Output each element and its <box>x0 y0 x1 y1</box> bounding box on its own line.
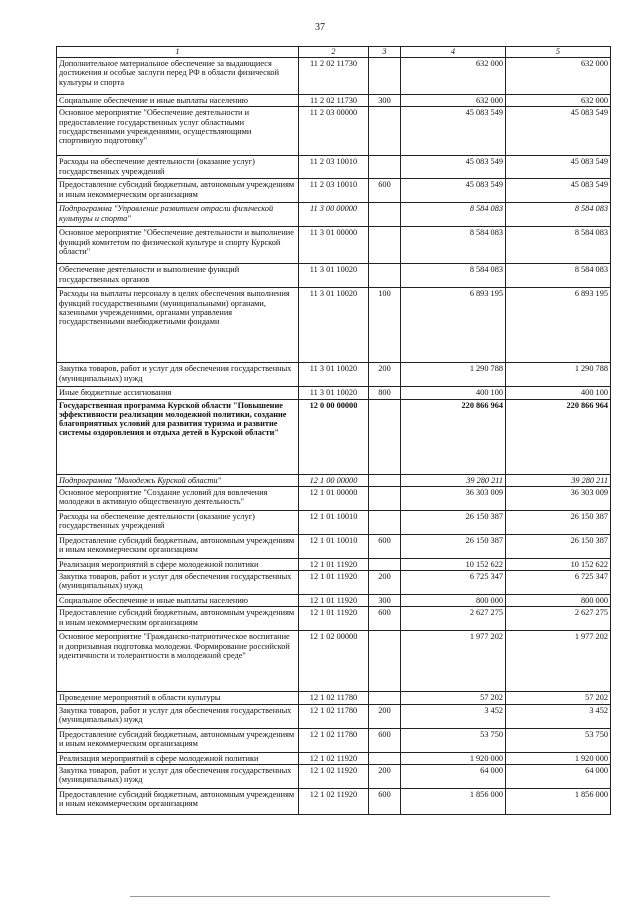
table-row <box>57 474 611 486</box>
table-row <box>57 387 611 399</box>
table-row <box>57 179 611 203</box>
row-amount-1: 2 627 275 <box>401 607 506 631</box>
row-amount-2: 39 280 211 <box>506 474 611 486</box>
row-expense-type <box>369 474 401 486</box>
table-row <box>57 264 611 288</box>
row-name: Основное мероприятие "Создание условий для вовлечения молодежи в активную общественную деятельность" <box>57 486 299 510</box>
row-name: Проведение мероприятий в области культуры <box>57 692 299 704</box>
row-amount-1: 53 750 <box>401 728 506 752</box>
table-row <box>57 558 611 570</box>
row-code: 12 1 01 11920 <box>299 558 369 570</box>
row-code: 12 1 02 11780 <box>299 728 369 752</box>
row-name: Дополнительное материальное обеспечение за выдающиеся достижения и особые заслуги перед РФ в области физической культуры и спорта <box>57 58 299 95</box>
row-expense-type <box>369 692 401 704</box>
row-amount-1: 632 000 <box>401 95 506 107</box>
row-expense-type <box>369 510 401 534</box>
row-amount-2: 8 584 083 <box>506 264 611 288</box>
row-amount-2: 800 000 <box>506 595 611 607</box>
row-code: 11 2 03 10010 <box>299 156 369 179</box>
table-row <box>57 595 611 607</box>
table-row <box>57 288 611 363</box>
row-amount-2: 8 584 083 <box>506 203 611 227</box>
header-col-5: 5 <box>506 47 611 58</box>
row-name: Реализация мероприятий в сфере молодежной политики <box>57 558 299 570</box>
row-code: 11 3 01 10020 <box>299 363 369 387</box>
row-amount-2: 632 000 <box>506 95 611 107</box>
row-amount-2: 64 000 <box>506 764 611 788</box>
row-expense-type: 600 <box>369 728 401 752</box>
table-row <box>57 363 611 387</box>
row-amount-2: 6 893 195 <box>506 288 611 363</box>
row-name: Закупка товаров, работ и услуг для обеспечения государственных (муниципальных) нужд <box>57 764 299 788</box>
row-amount-2: 26 150 387 <box>506 510 611 534</box>
row-expense-type <box>369 399 401 474</box>
table-row <box>57 607 611 631</box>
row-amount-1: 8 584 083 <box>401 264 506 288</box>
row-code: 12 1 02 11780 <box>299 704 369 728</box>
row-amount-1: 26 150 387 <box>401 510 506 534</box>
row-amount-1: 10 152 622 <box>401 558 506 570</box>
row-name: Подпрограмма "Молодежь Курской области" <box>57 474 299 486</box>
row-amount-1: 800 000 <box>401 595 506 607</box>
row-code: 12 1 02 00000 <box>299 631 369 692</box>
row-name: Предоставление субсидий бюджетным, автономным учреждениям и иным некоммерческим организациям <box>57 607 299 631</box>
table-row <box>57 692 611 704</box>
row-amount-2: 632 000 <box>506 58 611 95</box>
page-bottom-rule <box>130 896 550 897</box>
row-expense-type <box>369 631 401 692</box>
row-code: 11 3 01 10020 <box>299 387 369 399</box>
row-expense-type: 300 <box>369 95 401 107</box>
table-row <box>57 107 611 156</box>
row-name: Закупка товаров, работ и услуг для обеспечения государственных (муниципальных) нужд <box>57 571 299 595</box>
row-code: 11 3 01 10020 <box>299 288 369 363</box>
row-expense-type <box>369 752 401 764</box>
row-code: 12 1 01 10010 <box>299 510 369 534</box>
row-amount-2: 1 920 000 <box>506 752 611 764</box>
row-expense-type: 200 <box>369 363 401 387</box>
row-name: Реализация мероприятий в сфере молодежной политики <box>57 752 299 764</box>
row-code: 12 1 02 11920 <box>299 788 369 814</box>
row-amount-1: 36 303 009 <box>401 486 506 510</box>
table-row <box>57 203 611 227</box>
table-row <box>57 534 611 558</box>
row-name: Обеспечение деятельности и выполнение функций государственных органов <box>57 264 299 288</box>
row-amount-2: 6 725 347 <box>506 571 611 595</box>
row-amount-1: 39 280 211 <box>401 474 506 486</box>
row-amount-2: 8 584 083 <box>506 227 611 264</box>
row-expense-type <box>369 58 401 95</box>
row-expense-type: 200 <box>369 571 401 595</box>
row-name: Основное мероприятие "Обеспечение деятельности и выполнение функций комитетом по физической культуре и спорту Курской области" <box>57 227 299 264</box>
row-amount-1: 1 856 000 <box>401 788 506 814</box>
row-code: 11 2 02 11730 <box>299 95 369 107</box>
table-row <box>57 764 611 788</box>
table-row <box>57 156 611 179</box>
row-amount-2: 57 202 <box>506 692 611 704</box>
table-row <box>57 399 611 474</box>
table-row <box>57 728 611 752</box>
row-name: Закупка товаров, работ и услуг для обеспечения государственных (муниципальных) нужд <box>57 704 299 728</box>
table-row <box>57 704 611 728</box>
row-code: 12 1 01 00000 <box>299 486 369 510</box>
row-code: 11 3 00 00000 <box>299 203 369 227</box>
row-name: Социальное обеспечение и иные выплаты населению <box>57 595 299 607</box>
row-expense-type <box>369 156 401 179</box>
row-expense-type: 600 <box>369 788 401 814</box>
row-amount-2: 26 150 387 <box>506 534 611 558</box>
row-name: Основное мероприятие "Гражданско-патриотическое воспитание и допризывная подготовка молодежи. Формирование российской идентичности и толерантности в молодежной среде" <box>57 631 299 692</box>
row-code: 11 3 01 10020 <box>299 264 369 288</box>
row-amount-1: 6 893 195 <box>401 288 506 363</box>
page-number: 37 <box>315 22 325 33</box>
table-row <box>57 58 611 95</box>
row-code: 12 1 01 11920 <box>299 607 369 631</box>
row-expense-type <box>369 486 401 510</box>
row-amount-2: 1 290 788 <box>506 363 611 387</box>
row-amount-1: 45 083 549 <box>401 107 506 156</box>
row-amount-1: 6 725 347 <box>401 571 506 595</box>
row-name: Предоставление субсидий бюджетным, автономным учреждениям и иным некоммерческим организациям <box>57 788 299 814</box>
row-expense-type <box>369 203 401 227</box>
row-amount-1: 632 000 <box>401 58 506 95</box>
header-col-3: 3 <box>369 47 401 58</box>
header-row <box>57 47 611 58</box>
row-amount-2: 45 083 549 <box>506 179 611 203</box>
row-amount-2: 53 750 <box>506 728 611 752</box>
row-name: Основное мероприятие "Обеспечение деятельности и предоставление государственных услуг областными государственными учреждениями, осуществляющими спортивную подготовку" <box>57 107 299 156</box>
row-name: Иные бюджетные ассигнования <box>57 387 299 399</box>
row-amount-1: 64 000 <box>401 764 506 788</box>
row-amount-1: 26 150 387 <box>401 534 506 558</box>
row-expense-type <box>369 227 401 264</box>
row-expense-type: 200 <box>369 764 401 788</box>
row-code: 12 0 00 00000 <box>299 399 369 474</box>
header-col-2: 2 <box>299 47 369 58</box>
header-col-1: 1 <box>57 47 299 58</box>
table-row <box>57 752 611 764</box>
row-name: Расходы на обеспечение деятельности (оказание услуг) государственных учреждений <box>57 156 299 179</box>
row-amount-2: 2 627 275 <box>506 607 611 631</box>
row-code: 12 1 02 11920 <box>299 752 369 764</box>
row-expense-type: 300 <box>369 595 401 607</box>
row-expense-type <box>369 264 401 288</box>
row-amount-2: 220 866 964 <box>506 399 611 474</box>
row-code: 12 1 00 00000 <box>299 474 369 486</box>
row-code: 11 2 03 00000 <box>299 107 369 156</box>
header-col-4: 4 <box>401 47 506 58</box>
row-name: Предоставление субсидий бюджетным, автономным учреждениям и иным некоммерческим организациям <box>57 728 299 752</box>
row-expense-type: 800 <box>369 387 401 399</box>
row-amount-2: 36 303 009 <box>506 486 611 510</box>
row-amount-2: 45 083 549 <box>506 107 611 156</box>
row-amount-1: 400 100 <box>401 387 506 399</box>
row-expense-type: 200 <box>369 704 401 728</box>
budget-table <box>56 46 611 815</box>
row-expense-type: 600 <box>369 179 401 203</box>
row-name: Расходы на обеспечение деятельности (оказание услуг) государственных учреждений <box>57 510 299 534</box>
table-row <box>57 486 611 510</box>
table-row <box>57 631 611 692</box>
row-name: Предоставление субсидий бюджетным, автономным учреждениям и иным некоммерческим организациям <box>57 179 299 203</box>
row-amount-1: 8 584 083 <box>401 227 506 264</box>
row-amount-1: 57 202 <box>401 692 506 704</box>
row-amount-1: 45 083 549 <box>401 179 506 203</box>
row-expense-type: 600 <box>369 534 401 558</box>
row-amount-1: 3 452 <box>401 704 506 728</box>
row-amount-2: 1 856 000 <box>506 788 611 814</box>
row-code: 12 1 02 11920 <box>299 764 369 788</box>
row-amount-2: 10 152 622 <box>506 558 611 570</box>
row-code: 12 1 01 11920 <box>299 595 369 607</box>
row-name: Расходы на выплаты персоналу в целях обеспечения выполнения функций государственными (муниципальными) органами, казенными учреждениями, органами управления государственными внебюджетными фондами <box>57 288 299 363</box>
row-name: Закупка товаров, работ и услуг для обеспечения государственных (муниципальных) нужд <box>57 363 299 387</box>
row-expense-type: 600 <box>369 607 401 631</box>
row-amount-1: 1 920 000 <box>401 752 506 764</box>
table-row <box>57 571 611 595</box>
row-name: Предоставление субсидий бюджетным, автономным учреждениям и иным некоммерческим организациям <box>57 534 299 558</box>
table-row <box>57 788 611 814</box>
row-amount-2: 45 083 549 <box>506 156 611 179</box>
row-name: Подпрограмма "Управление развитием отрасли физической культуры и спорта" <box>57 203 299 227</box>
table-row <box>57 510 611 534</box>
row-name: Социальное обеспечение и иные выплаты населению <box>57 95 299 107</box>
row-amount-1: 8 584 083 <box>401 203 506 227</box>
row-expense-type: 100 <box>369 288 401 363</box>
row-amount-1: 1 290 788 <box>401 363 506 387</box>
row-expense-type <box>369 558 401 570</box>
table-row <box>57 227 611 264</box>
row-code: 12 1 01 10010 <box>299 534 369 558</box>
row-code: 12 1 02 11780 <box>299 692 369 704</box>
row-amount-1: 45 083 549 <box>401 156 506 179</box>
table-row <box>57 95 611 107</box>
row-code: 12 1 01 11920 <box>299 571 369 595</box>
row-amount-1: 220 866 964 <box>401 399 506 474</box>
row-code: 11 2 03 10010 <box>299 179 369 203</box>
row-code: 11 3 01 00000 <box>299 227 369 264</box>
row-expense-type <box>369 107 401 156</box>
row-amount-2: 400 100 <box>506 387 611 399</box>
row-name: Государственная программа Курской области "Повышение эффективности реализации молодежной политики, создание благоприятных условий для развития туризма и развитие системы оздоровления и отдыха детей в Курской области" <box>57 399 299 474</box>
row-amount-2: 1 977 202 <box>506 631 611 692</box>
row-code: 11 2 02 11730 <box>299 58 369 95</box>
row-amount-1: 1 977 202 <box>401 631 506 692</box>
row-amount-2: 3 452 <box>506 704 611 728</box>
